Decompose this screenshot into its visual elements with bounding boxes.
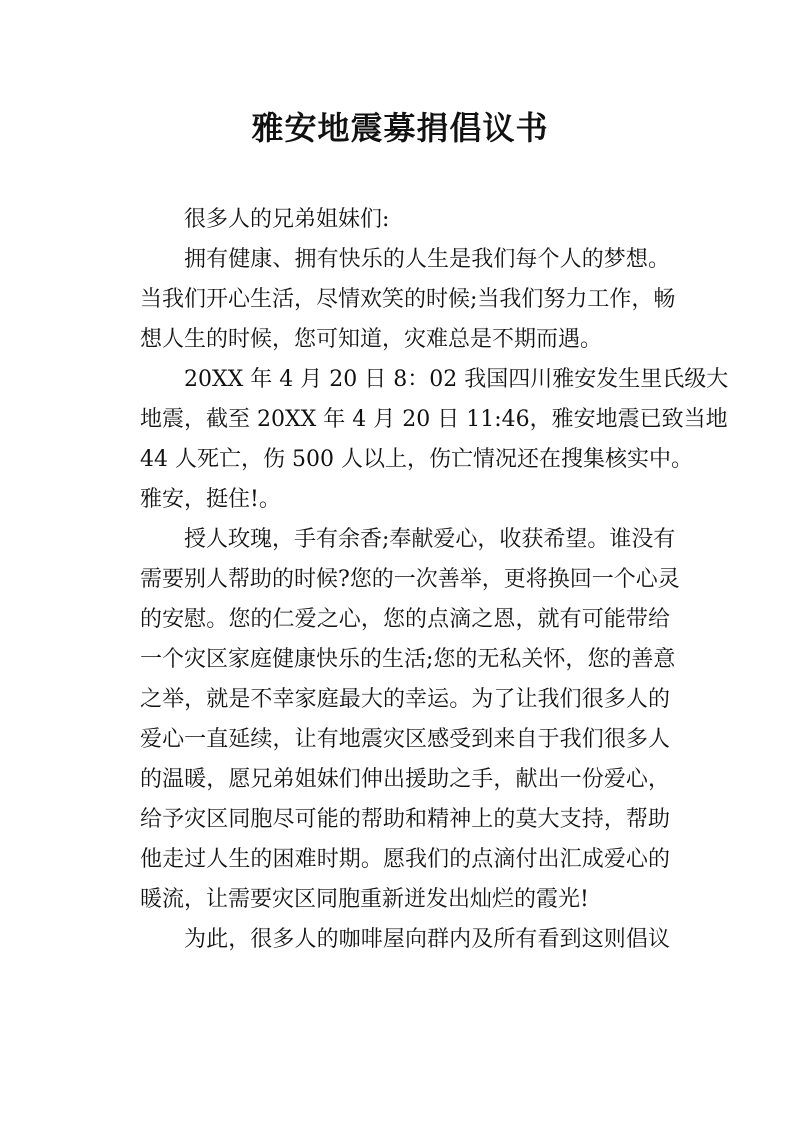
text-line: 的温暖，愿兄弟姐妹们伸出援助之手，献出一份爱心， [140,767,670,792]
text-line: 很多人的兄弟姐妹们: [184,207,390,232]
text-line: 之举，就是不幸家庭最大的幸运。为了让我们很多人的 [140,687,670,712]
text-line: 爱心一直延续，让有地震灾区感受到来自于我们很多人 [140,727,670,752]
text-line: 44 人死亡，伤 500 人以上，伤亡情况还在搜集核实中。 [140,447,693,472]
text-line: 地震，截至 20XX 年 4 月 20 日 11:46，雅安地震已致当地 [140,407,728,432]
text-line: 的安慰。您的仁爱之心，您的点滴之恩，就有可能带给 [140,607,670,632]
text-line: 授人玫瑰，手有余香;奉献爱心，收获希望。谁没有 [184,527,676,552]
text-line: 一个灾区家庭健康快乐的生活;您的无私关怀，您的善意 [140,647,676,672]
text-line: 雅安，挺住!。 [140,487,281,512]
text-line: 需要别人帮助的时候?您的一次善举，更将换回一个心灵 [140,567,680,592]
text-line: 他走过人生的困难时期。愿我们的点滴付出汇成爱心的 [140,847,670,872]
text-line: 为此，很多人的咖啡屋向群内及所有看到这则倡议 [184,927,670,952]
text-line: 20XX 年 4 月 20 日 8：02 我国四川雅安发生里氏级大 [184,367,729,392]
text-line: 当我们开心生活，尽情欢笑的时候;当我们努力工作，畅 [140,287,676,312]
document-title: 雅安地震募捐倡议书 [251,109,549,147]
text-line: 暖流，让需要灾区同胞重新迸发出灿烂的霞光! [140,887,589,912]
text-line: 给予灾区同胞尽可能的帮助和精神上的莫大支持，帮助 [140,807,670,832]
text-line: 想人生的时候，您可知道，灾难总是不期而遇。 [140,327,603,352]
document-body [140,200,729,960]
text-line: 拥有健康、拥有快乐的人生是我们每个人的梦想。 [184,247,670,272]
